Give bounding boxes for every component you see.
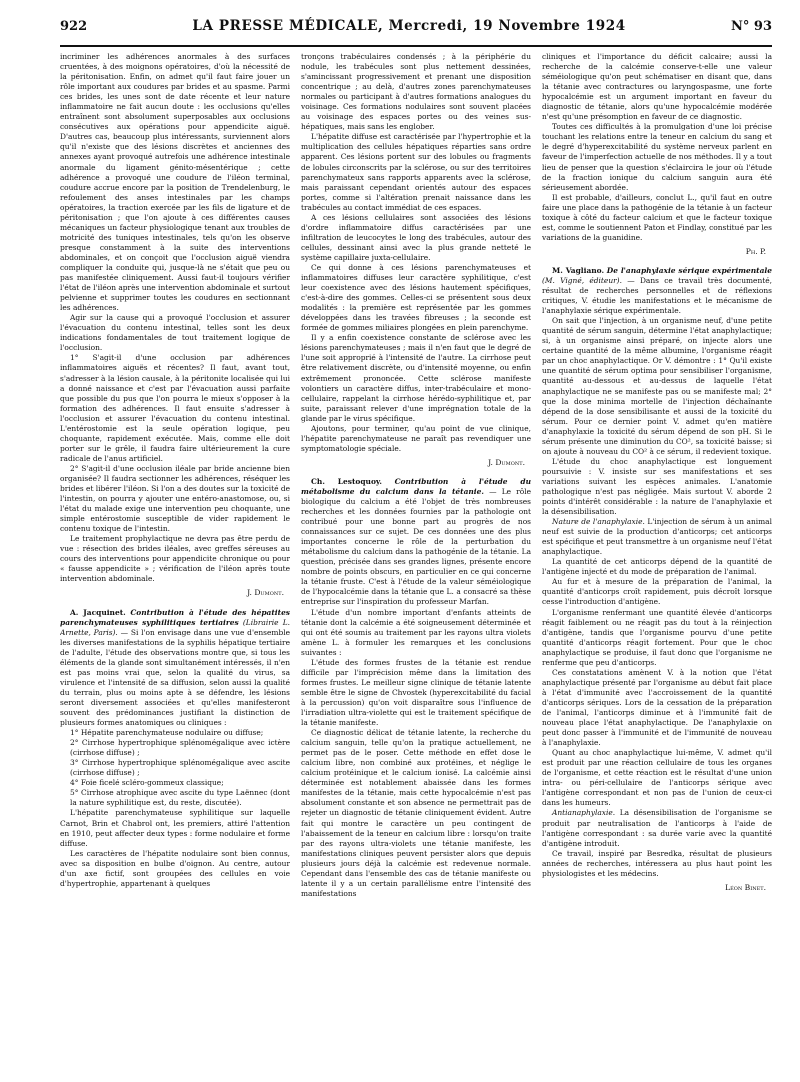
paragraph-text: La désensibilisation de l'organisme se produit par neutralisation de l'anticorps à l'aide de l'antigène correspondant : sa durée varie avec la quantité d'antigène introduit. — [542, 808, 772, 848]
column-2 — [301, 52, 531, 1072]
paragraph: Toutes ces difficultés à la promulgation d'une loi précise touchant les relations entre la teneur en calcium du sang et le degré d'hyperexcitabilité du système nerveux parlent en faveur de l'imperfection actuelle de nos méthodes. Il y a tout lieu de penser que la question s'éclaircira le jour où l'étude de la fraction ionique du calcium sanguin aura été sérieusement abordée. — [542, 122, 772, 192]
article-title: De l'anaphylaxie sérique expérimentale — [606, 265, 772, 275]
issue-number: N° 93 — [730, 19, 772, 34]
journal-title: LA PRESSE MÉDICALE, Mercredi, 19 Novembre 1924 — [192, 18, 626, 34]
paragraph: L'hépatite diffuse est caractérisée par l'hypertrophie et la multiplication des cellules hépatiques réparties sans ordre apparent. Ces lésions portent sur des lobules ou fragments de lobules circonscrits par la sclérose, ou sur des territoires parenchymateux sans rapports apparents avec la sclérose, mais paraissant cependant orientés autour des espaces portes, comme si l'altération prenait naissance dans les trabécules au contact immédiat de ces espaces. — [301, 132, 531, 212]
list-item: 2° Cirrhose hypertrophique splénomégalique avec ictère (cirrhose diffuse) ; — [70, 738, 290, 758]
paragraph: Ce travail, inspiré par Besredka, résultat de plusieurs années de recherches, intéressera au plus haut point les physiologistes et les médecins. — [542, 848, 772, 878]
paragraph: Au fur et à mesure de la préparation de l'animal, la quantité d'anticorps croît rapidement, puis décroît lorsque cesse l'introduction d'antigène. — [542, 577, 772, 607]
paragraph: On sait que l'injection, à un organisme neuf, d'une petite quantité de sérum sanguin, détermine l'état anaphylactique; si, à un organisme ainsi préparé, on injecte alors une certaine quantité de la même albumine, l'organisme réagit par un choc anaphylactique. Or V. démontre : 1° Qu'il existe une quantité de sérum optima pour sensibiliser l'organisme, quantité au-dessous et au-dessus de laquelle l'état anaphylactique ne se manifeste pas ou se manifeste mal; 2° que la dose minima mortelle de l'injection déchaînante dépend de la dose sensibilisante et aussi de la toxicité du sérum. Pour ce dernier point V. admet qu'en matière d'anaphylaxie la toxicité du sérum dépend de son pH. Si le sérum présente une diminution du CO², sa toxicité baisse; si on ajoute à nouveau du CO² à ce sérum, il redevient toxique. — [542, 316, 772, 456]
publisher: (Librairie L. Arnette, Paris). — [60, 617, 290, 637]
paragraph: A ces lésions cellulaires sont associées des lésions d'ordre inflammatoire diffus caractérisées par une infiltration de leucocytes le long des trabécules, autour des cellules, dessinant ainsi avec la plus grande netteté le système capillaire juxta-cellulaire. — [301, 212, 531, 262]
author-signature: Ph. P. — [745, 246, 766, 256]
paragraph: L'hépatite parenchymateuse syphilitique sur laquelle Carnot, Brin et Chabrol ont, les premiers, attiré l'attention en 1910, peut affecter deux types : forme nodulaire et forme diffuse. — [60, 808, 290, 848]
paragraph: incriminer les adhérences anormales à des surfaces cruentées, à des moignons opératoires, d'où la nécessité de la péritonisation. Enfin, on admet qu'il faut faire jouer un rôle important aux coudures par brides et au spasme. Parmi ces brides, les unes sont de date récente et leur nature inflammatoire ne fait aucun doute : les occlusions qu'elles entraînent sont absolument superposables aux occlusions consécutives aux opérations pour appendicite aiguë. D'autres cas, beaucoup plus intéressants, surviennent alors qu'il n'existe que des lésions discrètes et anciennes des annexes ayant provoqué autrefois une adhérence intestinale anormale du ligament génito-mésentérique ; cette adhérence a provoqué une coudure de l'iléon terminal, coudure accrue encore par la position de Trendelenburg, le refoulement des anses intestinales par les champs opératoires, la traction exercée par les fils de ligature et de péritonisation ; que l'on ajoute à ces différentes causes mécaniques un facteur physiologique tenant aux troubles de motricité des tuniques intestinales, tels qu'on les observe presque constamment à la suite des interventions abdominales, et on conçoit que l'occlusion aiguë viendra compliquer la conduite qui, jusque-là ne s'était que peu ou pas manifestée cliniquement. Aussi faut-il toujours vérifier l'état de l'iléon après une intervention abdominale et surtout pelvienne et supprimer toutes les coudures en sectionnant les adhérences. — [60, 52, 290, 313]
paragraph: Ce qui donne à ces lésions parenchymateuses et inflammatoires diffuses leur caractère syphilitique, c'est leur coexistence avec des lésions hautement spécifiques, c'est-à-dire des gommes. Celles-ci se présentent sous deux modalités : la première est représentée par les gommes développées dans les travées fibreuses ; la seconde est formée de gommes miliaires plongées en plein parenchyme. — [301, 262, 531, 333]
paragraph: La quantité de cet anticorps dépend de la quantité de l'antigène injecté et du mode de préparation de l'animal. — [542, 557, 772, 577]
article-title: Contribution à l'étude des hépatites parenchymateuses syphilitiques tertiaires — [60, 607, 290, 627]
paragraph: 1° S'agit-il d'une occlusion par adhérences inflammatoires aiguës et récentes? Il faut, avant tout, s'adresser à la lésion causale, à la péritonite localisée qui lui a donné naissance et c'est par l'évacuation aussi parfaite que possible du pus que l'on pourra le mieux s'opposer à la formation des adhérences. Il faut ensuite s'adresser à l'occlusion et assurer l'évacuation du contenu intestinal. L'entérostomie est la seule opération logique, peu choquante, rapidement exécutée. Mais, comme elle doit porter sur le grêle, il faudra faire ultérieurement la cure radicale de l'anus artificiel. — [60, 353, 290, 463]
paragraph: Ce diagnostic délicat de tétanie latente, la recherche du calcium sanguin, telle qu'on la pratique actuellement, ne permet pas de le poser. Cette méthode en effet dose le calcium libre, non combiné aux protéines, et néglige le calcium protéinique et le calcium ionisé. La calcémie ainsi déterminée est notablement abaissée dans les formes manifestes de la tétanie, mais cette hypocalcémie n'est pas absolument constante et son absence ne permettrait pas de rejeter un diagnostic de tétanie cliniquement évident. Autre fait qui montre le caractère un peu contingent de l'abaissement de la teneur en calcium libre : lorsqu'on traite par des rayons ultra-violets une tétanie manifeste, les manifestations cliniques peuvent persister alors que depuis plusieurs jours déjà la calcémie est redevenue normale. Cependant dans l'ensemble des cas de tétanie manifeste ou latente il y a un certain parallélisme entre l'intensité des manifestations — [301, 728, 531, 898]
article-author: M. Vagliano. — [552, 265, 605, 275]
paragraph: Ces constatations amènent V. à la notion que l'état anaphylactique présenté par l'organisme au début fait place à l'état d'immunité avec l'accroissement de la quantité d'anticorps sériques. Lors de la cessation de la préparation de l'animal, l'anticorps diminue et à l'immunité fait de nouveau place l'état anaphylactique. De l'anaphylaxie on peut donc passer à l'immunité et de l'immunité de nouveau à l'anaphylaxie. — [542, 667, 772, 748]
list-item: 1° Hépatite parenchymateuse nodulaire ou diffuse; — [70, 728, 264, 738]
paragraph — [542, 808, 772, 848]
subsection-heading: Antianaphylaxie. — [552, 808, 616, 818]
paragraph: L'étude des formes frustes de la tétanie est rendue difficile par l'imprécision même dans la limitation des formes frustes. Le meilleur signe clinique de tétanie latente semble être le signe de Chvostek (hyperexcitabilité du facial à la percussion) qu'on voit disparaître sous l'influence de l'irradiation ultra-violette qui est le traitement spécifique de la tétanie manifeste. — [301, 657, 531, 728]
paragraph: Les caractères de l'hépatite nodulaire sont bien connus, avec sa disposition en bulbe d'oignon. Au centre, autour d'un axe fictif, sont groupées des cellules en voie d'hypertrophie, appartenant à quelques — [60, 848, 290, 888]
article-intro — [301, 477, 531, 608]
paragraph: L'étude du choc anaphylactique est longuement poursuivie : V. insiste sur ses manifestations et ses variations suivant les espèces animales. L'anatomie pathologique n'est pas négligée. Mais surtout V. aborde 2 points d'intérêt considérable : la nature de l'anaphylaxie et la désensibilisation. — [542, 456, 772, 517]
paragraph — [542, 517, 772, 557]
paragraph: Il y a enfin coexistence constante de sclérose avec les lésions parenchymateuses ; mais il n'en faut que le degré de l'une soit approprié à l'intensité de l'autre. La cirrhose peut être relativement discrète, ou d'intensité moyenne, ou enfin extrêmement prononcée. Cette sclérose manifeste volontiers un caractère diffus, inter-trabéculaire et mono-cellulaire, rappelant la cirrhose hérédo-syphilitique et, par suite, paraissant relever d'une imprégnation totale de la glande par le virus spécifique. — [301, 333, 531, 423]
author-signature: J. Dumont. — [488, 457, 525, 467]
paragraph: L'organisme renfermant une quantité élevée d'anticorps réagit faiblement ou ne réagit pas du tout à la réinjection d'antigène, tandis que l'organisme pourvu d'une petite quantité d'anticorps réagit fortement. Pour que le choc anaphylactique se produise, il faut donc que l'organisme ne renferme que peu d'anticorps. — [542, 607, 772, 667]
article-title: Contribution à l'étude du métabolisme du calcium dans la tétanie. — [301, 476, 531, 496]
author-signature: Léon Binet. — [725, 882, 766, 892]
paragraph: — Le rôle biologique du calcium a été l'objet de très nombreuses recherches et les données fournies par la pathologie ont contribué pour une bonne part au progrès de nos connaissances sur ce sujet. De ces données une des plus importantes concerne le rôle de la perturbation du métabolisme du calcium dans la pathogénie de la tétanie. La question, précisée dans ses grandes lignes, présente encore nombre de points obscurs, en particulier en ce qui concerne la tétanie fruste. C'est à l'étude de la valeur séméiologique de l'hypocalcémie dans la tétanie que L. a consacré sa thèse entreprise sur l'inspiration du professeur Marfan. — [301, 486, 531, 607]
paragraph: 2° S'agit-il d'une occlusion iléale par bride ancienne bien organisée? Il faudra sectionner les adhérences, réséquer les brides et libérer l'iléon. Si l'on a des doutes sur la toxicité de l'intestin, on pourra y ajouter une entéro-anastomose, ou, si l'état du malade exige une intervention peu choquante, une simple entérostomie susceptible de vider rapidement le contenu toxique de l'intestin. — [60, 463, 290, 534]
paragraph: L'étude d'un nombre important d'enfants atteints de tétanie dont la calcémie a été soigneusement déterminée et qui ont été soumis au traitement par les rayons ultra violets amène L. à formuler les remarques et les conclusions suivantes : — [301, 607, 531, 657]
list-item: 3° Cirrhose hypertrophique splénomégalique avec ascite (cirrhose diffuse) ; — [70, 758, 290, 778]
paragraph: cliniques et l'importance du déficit calcaire; aussi la recherche de la calcémie conserve-t-elle une valeur séméiologique qu'on peut schématiser en disant que, dans la tétanie avec contractures ou laryngospasme, une forte hypocalcémie est un argument important en faveur du diagnostic de tétanie, alors qu'une hypocalcémie modérée n'est qu'une présomption en faveur de ce diagnostic. — [542, 52, 772, 122]
page-header — [60, 18, 772, 47]
article-intro — [542, 266, 772, 316]
page-number: 922 — [60, 19, 88, 34]
paragraph: Quant au choc anaphylactique lui-même, V. admet qu'il est produit par une réaction cellulaire de tous les organes de l'organisme, et cette réaction est le résultat d'une union intra- ou péri-cellulaire de l'anticorps sérique avec l'antigène correspondant et non pas de l'union de ceux-ci dans les humeurs. — [542, 748, 772, 808]
column-3 — [542, 52, 772, 1072]
list-item: 5° Cirrhose atrophique avec ascite du type Laënnec (dont la nature syphilitique est, du reste, discutée). — [70, 788, 290, 808]
column-1 — [60, 52, 290, 1072]
article-columns — [60, 52, 772, 1072]
article-author: A. Jacquinet. — [70, 607, 126, 617]
article-intro — [60, 608, 290, 729]
paragraph: tronçons trabéculaires condensés ; à la périphérie du nodule, les trabécules sont plus nettement dessinées, s'amincissant progressivement et prenant une disposition concentrique ; au delà, d'autres zones parenchymateuses normales ou participant à d'autres formations analogues du voisinage. Ces formations nodulaires sont souvent placées au voisinage des espaces portes ou des veines sus-hépatiques, mais sans les englober. — [301, 52, 531, 132]
paragraph: Le traitement prophylactique ne devra pas être perdu de vue : résection des brides iléales, avec greffes séreuses au cours des interventions pour appendicite chronique ou pour « fausse appendicite » ; vérification de l'iléon après toute intervention abdominale. — [60, 534, 290, 584]
paragraph: — Dans ce travail très documenté, résultat de recherches personnelles et de réflexions critiques, V. étudie les manifestations et le mécanisme de l'anaphylaxie sérique expérimentale. — [542, 275, 772, 316]
list-item: 4° Foie ficelé scléro-gommeux classique; — [70, 778, 224, 788]
paragraph: Agir sur la cause qui a provoqué l'occlusion et assurer l'évacuation du contenu intestinal, telles sont les deux indications fondamentales de tout traitement logique de l'occlusion. — [60, 313, 290, 353]
author-signature: J. Dumont. — [247, 588, 284, 598]
paragraph: Il est probable, d'ailleurs, conclut L., qu'il faut en outre faire une place dans la pathogénie de la tétanie à un facteur toxique à côté du facteur calcium et que le facteur toxique est, comme le soutiennent Paton et Findlay, constitué par les variations de la guanidine. — [542, 192, 772, 242]
article-author: Ch. Lestoquoy. — [311, 476, 382, 486]
publisher: (M. Vigné, éditeur). — [542, 275, 622, 285]
subsection-heading: Nature de l'anaphylaxie. — [552, 517, 645, 527]
paragraph: Ajoutons, pour terminer, qu'au point de vue clinique, l'hépatite parenchymateuse ne paraît pas revendiquer une symptomatologie spéciale. — [301, 423, 531, 453]
paragraph-text: L'injection de sérum à un animal neuf est suivie de la production d'anticorps; cet anticorps est spécifique et peut transmettre à un organisme neuf l'état anaphylactique. — [542, 517, 772, 557]
forms-list — [60, 728, 290, 808]
paragraph: — Si l'on envisage dans une vue d'ensemble les diverses manifestations de la syphilis hépatique tertiaire de l'adulte, l'étude des observations montre que, si tous les éléments de la glande sont simultanément intéressés, il n'en est pas moins vrai que, selon la qualité du virus, sa virulence et l'intensité de sa diffusion, selon aussi la qualité du terrain, plus ou moins apte à se défendre, les lésions seront diversement associées et qu'elles manifesteront souvent des prédominances justifiant la distinction de plusieurs formes anatomiques ou cliniques : — [60, 627, 290, 728]
